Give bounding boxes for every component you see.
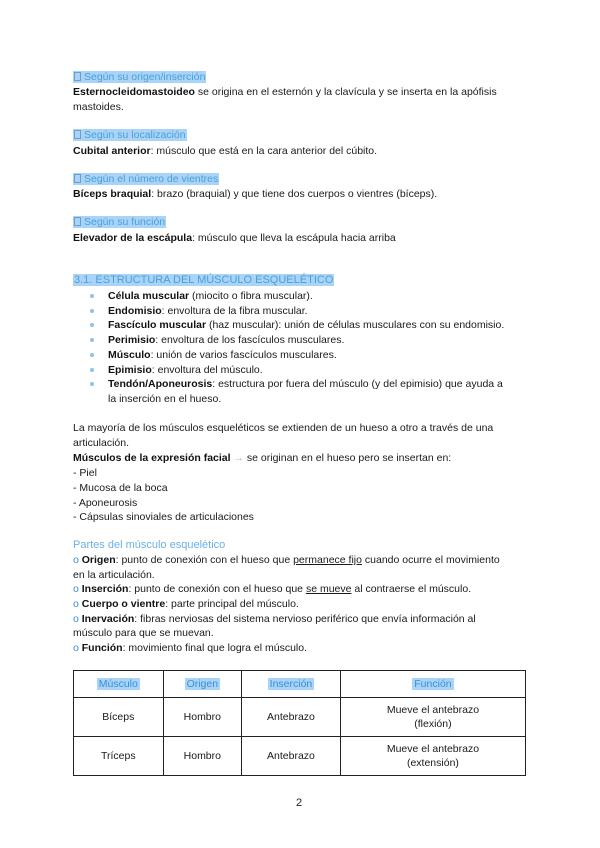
table-cell: Antebrazo [242, 698, 341, 737]
circle-bullet-icon: o [73, 598, 79, 610]
origin-definition [73, 85, 497, 100]
facial-list-item: - Aponeurosis [73, 497, 138, 509]
list-item: Perimisio: envoltura de los fascículos musculares. [90, 333, 504, 348]
table-header-function: Función [340, 671, 525, 698]
bellies-definition [73, 187, 437, 202]
table-cell: Antebrazo [242, 737, 341, 776]
bookmark-icon [74, 174, 81, 183]
table-cell: Mueve el antebrazo (flexión) [340, 698, 525, 737]
function-term: Elevador de la escápula [73, 232, 193, 244]
location-definition [73, 144, 377, 159]
bookmark-icon [74, 217, 81, 226]
paragraph-line: articulación. [73, 437, 130, 449]
list-item-cont: la inserción en el hueso. [108, 393, 222, 405]
parts-inervacion-cont: músculo para que se muevan. [73, 627, 214, 639]
facial-term: Músculos de la expresión facial [73, 452, 231, 464]
table-row [74, 698, 526, 737]
facial-text: se originan en el hueso pero se insertan en: [243, 452, 452, 464]
paragraph-line: La mayoría de los músculos esqueléticos se extienden de un hueso a otro a través de una [73, 422, 494, 434]
circle-bullet-icon: o [73, 642, 79, 654]
list-item: Fascículo muscular (haz muscular): unión de células musculares con su endomisio. [90, 318, 504, 333]
circle-bullet-icon: o [73, 583, 79, 595]
facial-muscles-line [73, 451, 451, 466]
location-text: : músculo que está en la cara anterior del cúbito. [150, 145, 378, 157]
origin-text: se origina en el esternón y la clavícula y se inserta en la apófisis [194, 86, 497, 98]
page-number: 2 [296, 797, 303, 809]
list-item: Epimisio: envoltura del músculo. [90, 363, 504, 378]
parts-cuerpo: o Cuerpo o vientre: parte principal del músculo. [73, 598, 299, 610]
bellies-term: Bíceps braquial [73, 188, 152, 200]
table-cell: Hombro [163, 698, 241, 737]
table-cell: Tríceps [74, 737, 164, 776]
table-cell: Mueve el antebrazo (extensión) [340, 737, 525, 776]
origin-definition-cont: mastoides. [73, 101, 124, 113]
facial-list-item: - Mucosa de la boca [73, 482, 168, 494]
list-item: Célula muscular (miocito o fibra muscular). [90, 289, 504, 304]
origin-term: Esternocleidomastoideo [73, 86, 195, 98]
table-header-insertion: Inserción [242, 671, 341, 698]
table-row [74, 737, 526, 776]
location-term: Cubital anterior [73, 145, 151, 157]
parts-inervacion: o Inervación: fibras nerviosas del sistema nervioso periférico que envía información al [73, 613, 476, 625]
parts-heading: Partes del músculo esquelético [73, 539, 226, 551]
heading-origin-text: Según su origen/inserción [84, 71, 206, 83]
bellies-text: : brazo (braquial) y que tiene dos cuerpos o vientres (bíceps). [151, 188, 438, 200]
heading-origin [73, 70, 206, 85]
parts-origen: o Origen: punto de conexión con el hueso que permanece fijo cuando ocurre el movimiento [73, 554, 500, 566]
table-header-origin: Origen [163, 671, 241, 698]
bookmark-icon [74, 130, 81, 139]
heading-bellies-text: Según el número de vientres [84, 173, 219, 185]
structure-list [90, 289, 504, 392]
table-header-row [74, 671, 526, 698]
parts-insercion: o Inserción: punto de conexión con el hueso que se mueve al contraerse el músculo. [73, 583, 472, 595]
structure-heading-text: 3.1. ESTRUCTURA DEL MÚSCULO ESQUELÉTICO [74, 274, 334, 286]
arrow-icon: → [233, 452, 244, 464]
table-cell: Hombro [163, 737, 241, 776]
heading-location-text: Según su localización [84, 129, 186, 141]
list-item: Tendón/Aponeurosis: estructura por fuera del músculo (y del epimisio) que ayuda a [90, 377, 504, 392]
facial-list-item: - Cápsulas sinoviales de articulaciones [73, 511, 254, 523]
circle-bullet-icon: o [73, 554, 79, 566]
function-definition [73, 231, 396, 246]
heading-location [73, 128, 187, 143]
parts-funcion: o Función: movimiento final que logra el músculo. [73, 642, 308, 654]
heading-function [73, 215, 166, 230]
list-item: Endomisio: envoltura de la fibra muscular. [90, 304, 504, 319]
function-text: : músculo que lleva la escápula hacia arriba [192, 232, 396, 244]
heading-function-text: Según su función [84, 216, 166, 228]
section-heading-structure [73, 273, 334, 288]
table-cell: Bíceps [74, 698, 164, 737]
muscle-table [73, 670, 526, 776]
parts-origen-cont: en la articulación. [73, 569, 155, 581]
facial-list-item: - Piel [73, 467, 97, 479]
list-item: Músculo: unión de varios fascículos musculares. [90, 348, 504, 363]
heading-bellies [73, 172, 219, 187]
bookmark-icon [74, 72, 81, 81]
circle-bullet-icon: o [73, 613, 79, 625]
table-header-muscle: Músculo [74, 671, 164, 698]
